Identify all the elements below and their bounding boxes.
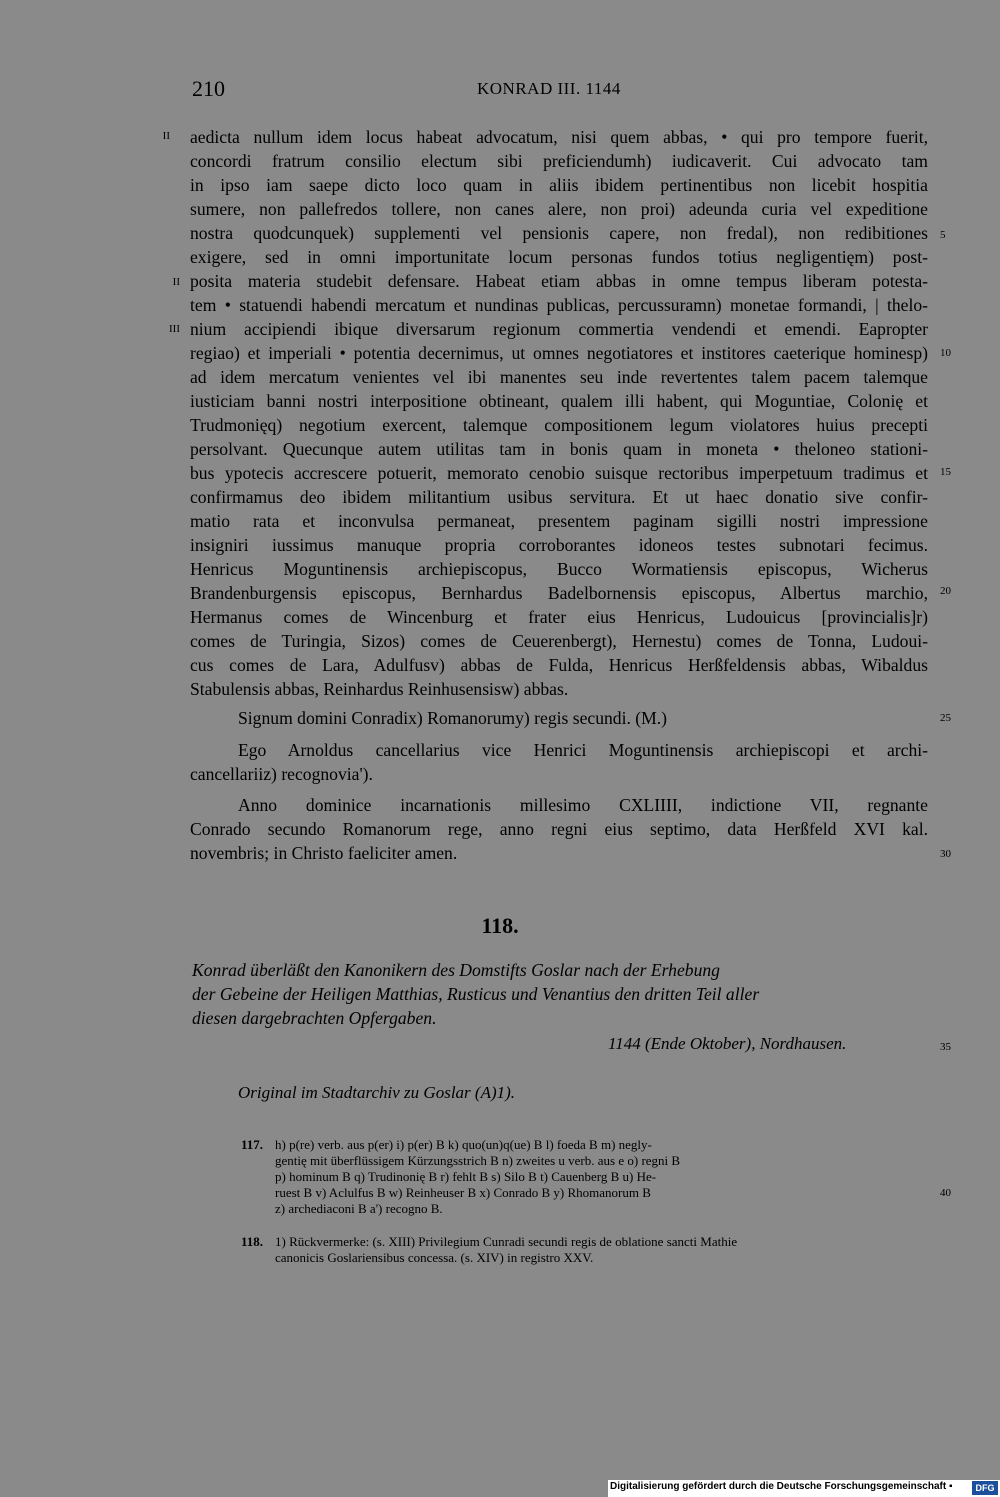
line-number: 15 (940, 466, 951, 478)
body-line: Stabulensis abbas, Reinhardus Reinhusensisw) abbas. (190, 679, 569, 699)
body-line: Brandenburgensis episcopus, Bernhardus Badelbornensis episcopus, Albertus marchio, (190, 583, 928, 603)
recognition-line: cancellariiz) recognovia'). (190, 764, 373, 784)
footnote-line: 1) Rückvermerke: (s. XIII) Privilegium Cunradi secundi regis de oblatione sancti Mathie (275, 1234, 738, 1249)
body-line: insigniri iussimus manuque propria corroborantes idoneos testes subnotari fecimus. (190, 535, 928, 555)
body-line: tem • statuendi habendi mercatum et nundinas publicas, percussuramn) monetae formandi, | thelo- (190, 295, 928, 315)
margin-marker: III (169, 323, 180, 335)
footnote-line: ruest B v) Aclulfus B w) Reinheuser B x) Conrado B y) Rhomanorum B (275, 1185, 651, 1200)
body-line: concordi fratrum consilio electum sibi preficiendumh) iudicaverit. Cui advocato tam (190, 151, 928, 171)
dating-clause-line: Conrado secundo Romanorum rege, anno regni eius septimo, data Herßfeld XVI kal. (190, 819, 928, 839)
body-line: regiao) et imperiali • potentia decernimus, ut omnes negotiatores et institores caeterique hominesp) (190, 343, 928, 363)
line-number: 10 (940, 347, 951, 359)
footnote-line: z) archediaconi B a') recogno B. (275, 1201, 443, 1216)
body-line: aedicta nullum idem locus habeat advocatum, nisi quem abbas, • qui pro tempore fuerit, (190, 127, 928, 147)
document-number: 118. (481, 913, 519, 938)
line-number: 5 (940, 229, 946, 241)
date-place: 1144 (Ende Oktober), Nordhausen. (608, 1034, 847, 1053)
dfg-logo-icon: DFG (972, 1481, 998, 1495)
dfg-credit-text: Digitalisierung gefördert durch die Deutsche Forschungsgemeinschaft ▪ (610, 1481, 953, 1492)
signum-line: Signum domini Conradix) Romanorumy) regis secundi. (M.) (238, 708, 668, 728)
regest-line: der Gebeine der Heiligen Matthias, Rusticus und Venantius den dritten Teil aller (192, 984, 760, 1004)
footnote-line: p) hominum B q) Trudinonię B r) fehlt B s) Silo B t) Cauenberg B u) He- (275, 1169, 657, 1184)
body-line: Henricus Moguntinensis archiepiscopus, Bucco Wormatiensis episcopus, Wicherus (190, 559, 928, 579)
line-number: 35 (940, 1041, 951, 1053)
body-line: matio rata et inconvulsa permaneat, presentem paginam sigilli nostri impressione (190, 511, 928, 531)
body-line: nostra quodcunquek) supplementi vel pensionis capere, non fredal), non redibitiones (190, 223, 928, 243)
body-line: Hermanus comes de Wincenburg et frater eius Henricus, Ludouicus [provincialis]r) (190, 607, 928, 627)
running-title: KONRAD III. 1144 (477, 79, 621, 98)
line-number: 30 (940, 848, 951, 860)
body-line: ad idem mercatum venientes vel ibi manentes seu inde revertentes talem pacem talemque (190, 367, 928, 387)
regest-line: Konrad überläßt den Kanonikern des Domstifts Goslar nach der Erhebung (192, 960, 720, 980)
body-line: confirmamus deo ibidem militantium usibus servitura. Et ut haec donatio sive confir- (190, 487, 928, 507)
line-number: 25 (940, 712, 951, 724)
dfg-credit-bar (608, 1480, 1000, 1497)
footnote-line: canonicis Goslariensibus concessa. (s. XIV) in registro XXV. (275, 1250, 594, 1265)
recognition-line: Ego Arnoldus cancellarius vice Henrici Moguntinensis archiepiscopi et archi- (238, 740, 928, 760)
line-number: 20 (940, 585, 951, 597)
regest-line: diesen dargebrachten Opfergaben. (192, 1008, 437, 1028)
footnote-line: h) p(re) verb. aus p(er) i) p(er) B k) quo(un)q(ue) B l) foeda B m) negly- (275, 1137, 652, 1152)
body-line: sumere, non pallefredos tollere, non canes alere, non proi) adeunda curia vel expeditione (190, 199, 928, 219)
original-source: Original im Stadtarchiv zu Goslar (A)1). (238, 1083, 516, 1102)
footnote-label: 117. (241, 1137, 264, 1152)
body-line: persolvant. Quecunque autem utilitas tam in bonis quam in moneta • theloneo stationi- (190, 439, 928, 459)
body-line: in ipso iam saepe dicto loco quam in aliis ibidem pertinentibus non licebit hospitia (190, 175, 928, 195)
body-line: nium accipiendi ibique diversarum regionum commertia vendendi et emendi. Eapropter (190, 319, 928, 339)
line-number: 40 (940, 1187, 951, 1199)
page-number: 210 (192, 76, 225, 101)
margin-marker: II (162, 130, 170, 142)
footnote-line: gentię mit überflüssigem Kürzungsstrich B n) zweites u verb. aus e o) regni B (275, 1153, 681, 1168)
body-line: iusticiam banni nostri interpositione obtineant, qualem illi habent, qui Moguntiae, Colonię et (190, 391, 928, 411)
page-header (192, 76, 928, 106)
body-line: Trudmonięq) negotium exercent, talemque compositionem legum violatores huius precepti (190, 415, 928, 435)
footnote-label: 118. (241, 1234, 264, 1249)
body-line: exigere, sed in omni importunitate locum personas fundos totius negligentięm) post- (190, 247, 928, 267)
dating-clause-line: Anno dominice incarnationis millesimo CXLIIII, indictione VII, regnante (238, 795, 928, 815)
body-line: cus comes de Lara, Adulfusv) abbas de Fulda, Henricus Herßfeldensis abbas, Wibaldus (190, 655, 928, 675)
body-line: comes de Turingia, Sizos) comes de Ceuerenbergt), Hernestu) comes de Tonna, Ludoui- (190, 631, 928, 651)
body-line: posita materia studebit defensare. Habeat etiam abbas in omne tempus liberam potesta- (190, 271, 928, 291)
body-line: bus ypotecis accrescere potuerit, memorato cenobio suisque rectoribus imperpetuum tradimus et (190, 463, 928, 483)
dating-clause-line: novembris; in Christo faeliciter amen. (190, 843, 458, 863)
margin-marker: II (172, 276, 180, 288)
